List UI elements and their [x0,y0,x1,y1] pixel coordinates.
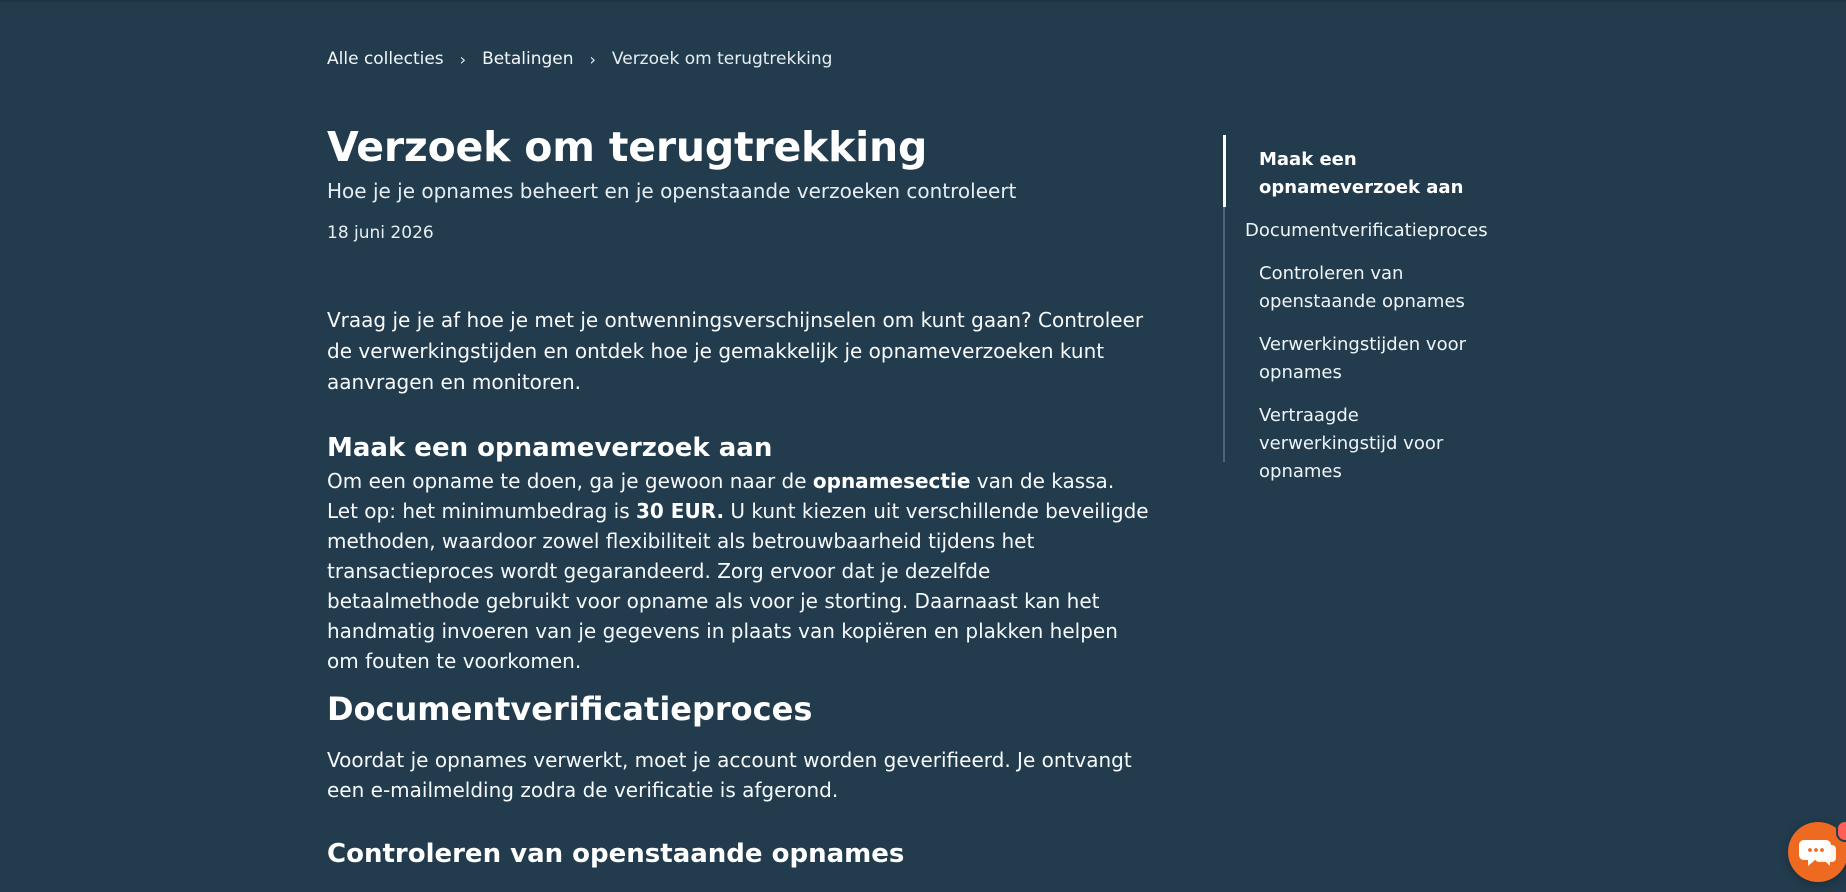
section-body-withdrawal-request [327,466,1149,676]
breadcrumb-link-payments[interactable]: Betalingen [482,49,574,69]
body-text-fragment: van de kassa. Let op: het minimumbedrag is [327,469,1115,523]
breadcrumb [327,49,832,69]
breadcrumb-current-page: Verzoek om terugtrekking [611,49,833,69]
article-intro: Vraag je je af hoe je met je ontwenningsverschijnselen om kunt gaan? Controleer de verwerkingstijden en ontdek hoe je gemakkelijk je opnameverzoeken kunt aanvragen en monitoren. [327,308,1144,394]
breadcrumb-link-all-collections[interactable]: Alle collecties [327,49,444,69]
page-title: Verzoek om terugtrekking [327,123,928,171]
body-text-fragment: U kunt kiezen uit verschillende beveiligde methoden, waardoor zowel flexibiliteit als betrouwbaarheid tijdens het transactieproces wordt gegarandeerd. Zorg ervoor dat je dezelfde betaalmethode gebruikt voor opname als voor je storting. Daarnaast kan het handmatig invoeren van je gegevens in plaats van kopiëren en plakken helpen om fouten te voorkomen. [327,499,1149,673]
breadcrumb-separator-icon: › [459,49,467,69]
highlight-withdrawal-section: opnamesectie [812,469,971,493]
toc-item-withdrawal-request[interactable]: Maak een opnameverzoek aan [1259,149,1464,198]
page-subtitle: Hoe je je opnames beheert en je openstaande verzoeken controleert [327,179,1017,203]
publish-date: 18 juni 2026 [327,223,434,243]
breadcrumb-separator-icon: › [589,49,596,69]
toc-item-document-verification[interactable]: Documentverificatieproces [1245,220,1488,241]
section-heading-document-verification: Documentverificatieproces [327,690,813,728]
body-text-fragment: Om een opname te doen, ga je gewoon naar de [327,469,813,493]
section-body-document-verification: Voordat je opnames verwerkt, moet je account worden geverifieerd. Je ontvangt een e-mailmelding zodra de verificatie is afgerond. [327,748,1132,802]
top-divider [0,0,1846,2]
table-of-contents-active-indicator [1223,135,1226,207]
notification-badge [1836,820,1846,842]
toc-item-pending-withdrawals[interactable]: Controleren van openstaande opnames [1259,263,1465,312]
toc-item-processing-times[interactable]: Verwerkingstijden voor opnames [1259,334,1466,383]
highlight-minimum-amount: 30 EUR. [635,499,725,523]
section-heading-pending-withdrawals: Controleren van openstaande opnames [327,839,905,869]
article-header [327,122,1147,244]
section-heading-withdrawal-request: Maak een opnameverzoek aan [327,433,773,463]
toc-item-delayed-processing[interactable]: Vertraagde verwerkingstijd voor opnames [1259,405,1444,482]
table-of-contents [1230,146,1500,486]
